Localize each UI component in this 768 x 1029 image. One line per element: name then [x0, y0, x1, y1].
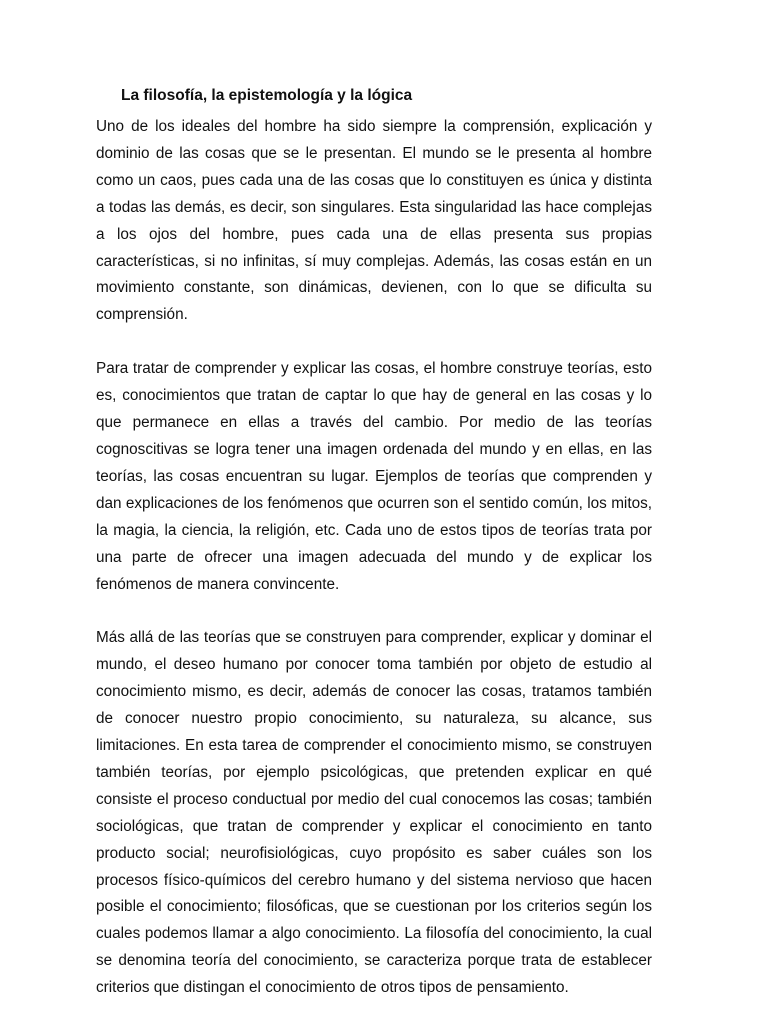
document-title: La filosofía, la epistemología y la lógica — [121, 87, 413, 104]
document-body — [96, 114, 652, 1029]
paragraph-1: Uno de los ideales del hombre ha sido siempre la comprensión, explicación y dominio de las cosas que se le presentan. El mundo se le presenta al hombre como un caos, pues cada una de las cosas que lo constituyen es única y distinta a todas las demás, es decir, son singulares. Esta singularidad las hace complejas a los ojos del hombre, pues cada una de ellas presenta sus propias características, si no infinitas, sí muy complejas. Además, las cosas están en un movimiento constante, son dinámicas, devienen, con lo que se dificulta su comprensión. — [96, 118, 652, 324]
paragraph-3: Más allá de las teorías que se construyen para comprender, explicar y dominar el mundo, el deseo humano por conocer toma también por objeto de estudio al conocimiento mismo, es decir, además de conocer las cosas, tratamos también de conocer nuestro propio conocimiento, su naturaleza, su alcance, sus limitaciones. En esta tarea de comprender el conocimiento mismo, se construyen también teorías, por ejemplo psicológicas, que pretenden explicar en qué consiste el proceso conductual por medio del cual conocemos las cosas; también sociológicas, que tratan de comprender y explicar el conocimiento en tanto producto social; neurofisiológicas, cuyo propósito es saber cuáles son los procesos físico-químicos del cerebro humano y del sistema nervioso que hacen posible el conocimiento; filosóficas, que se cuestionan por los criterios según los cuales podemos llamar a algo conocimiento. La filosofía del conocimiento, la cual se denomina teoría del conocimiento, se caracteriza porque trata de establecer criterios que distingan el conocimiento de otros tipos de pensamiento. — [96, 629, 652, 997]
paragraph-2: Para tratar de comprender y explicar las cosas, el hombre construye teorías, esto es, conocimientos que tratan de captar lo que hay de general en las cosas y lo que permanece en ellas a través del cambio. Por medio de las teorías cognoscitivas se logra tener una imagen ordenada del mundo y en ellas, en las teorías, las cosas encuentran su lugar. Ejemplos de teorías que comprenden y dan explicaciones de los fenómenos que ocurren son el sentido común, los mitos, la magia, la ciencia, la religión, etc. Cada uno de estos tipos de teorías trata por una parte de ofrecer una imagen adecuada del mundo y de explicar los fenómenos de manera convincente. — [96, 360, 652, 593]
